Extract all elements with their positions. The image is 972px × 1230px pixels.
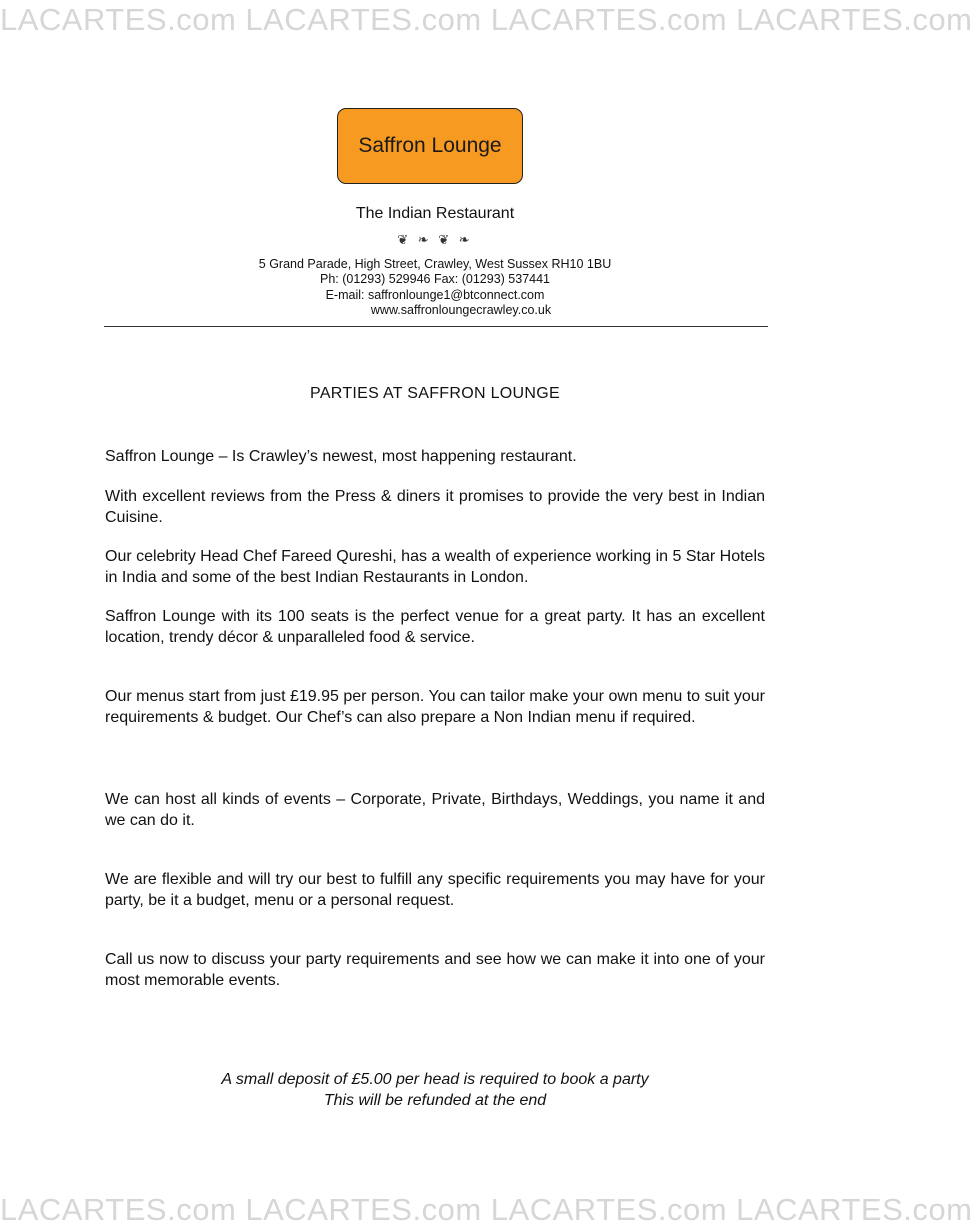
watermark-bottom: LACARTES.com LACARTES.com LACARTES.com LACARTES.com [0,1192,972,1227]
paragraph-flexible: We are flexible and will try our best to fulfill any specific requirements you may have for your party, be it a budget, menu or a personal request. [105,871,765,909]
paragraph-reviews: With excellent reviews from the Press & diners it promises to provide the very best in Indian Cuisine. [105,488,765,526]
paragraph-call: Call us now to discuss your party requirements and see how we can make it into one of your most memorable events. [105,951,765,989]
watermark-top: LACARTES.com LACARTES.com LACARTES.com LACARTES.com [0,2,972,37]
header-divider [104,326,768,327]
logo [337,108,523,184]
deposit-line-2: This will be refunded at the end [323,1092,547,1109]
address-line: 5 Grand Parade, High Street, Crawley, West Sussex RH10 1BU [258,257,612,271]
paragraph-menus: Our menus start from just £19.95 per person. You can tailor make your own menu to suit your requirements & budget. Our Chef’s can also prepare a Non Indian menu if required. [105,688,765,726]
restaurant-subtitle: The Indian Restaurant [355,205,515,222]
website-link[interactable]: www.saffronloungecrawley.co.uk [370,303,552,317]
paragraph-events: We can host all kinds of events – Corporate, Private, Birthdays, Weddings, you name it and we can do it. [105,791,765,829]
deposit-note [0,1069,870,1111]
page-heading: PARTIES AT SAFFRON LOUNGE [310,385,560,402]
deposit-line-1: A small deposit of £5.00 per head is required to book a party [221,1071,649,1088]
paragraph-intro: Saffron Lounge – Is Crawley’s newest, most happening restaurant. [105,448,577,465]
ornament-icon: ❦ ❧ ❦ ❧ [397,232,473,247]
email-line: E-mail: saffronlounge1@btconnect.com [325,288,545,302]
logo-text: Saffron Lounge [358,134,502,157]
phone-fax-line: Ph: (01293) 529946 Fax: (01293) 537441 [319,272,551,286]
paragraph-venue: Saffron Lounge with its 100 seats is the perfect venue for a great party. It has an excellent location, trendy décor & unparalleled food & service. [105,608,765,646]
paragraph-chef: Our celebrity Head Chef Fareed Qureshi, has a wealth of experience working in 5 Star Hotels in India and some of the best Indian Restaurants in London. [105,548,765,586]
